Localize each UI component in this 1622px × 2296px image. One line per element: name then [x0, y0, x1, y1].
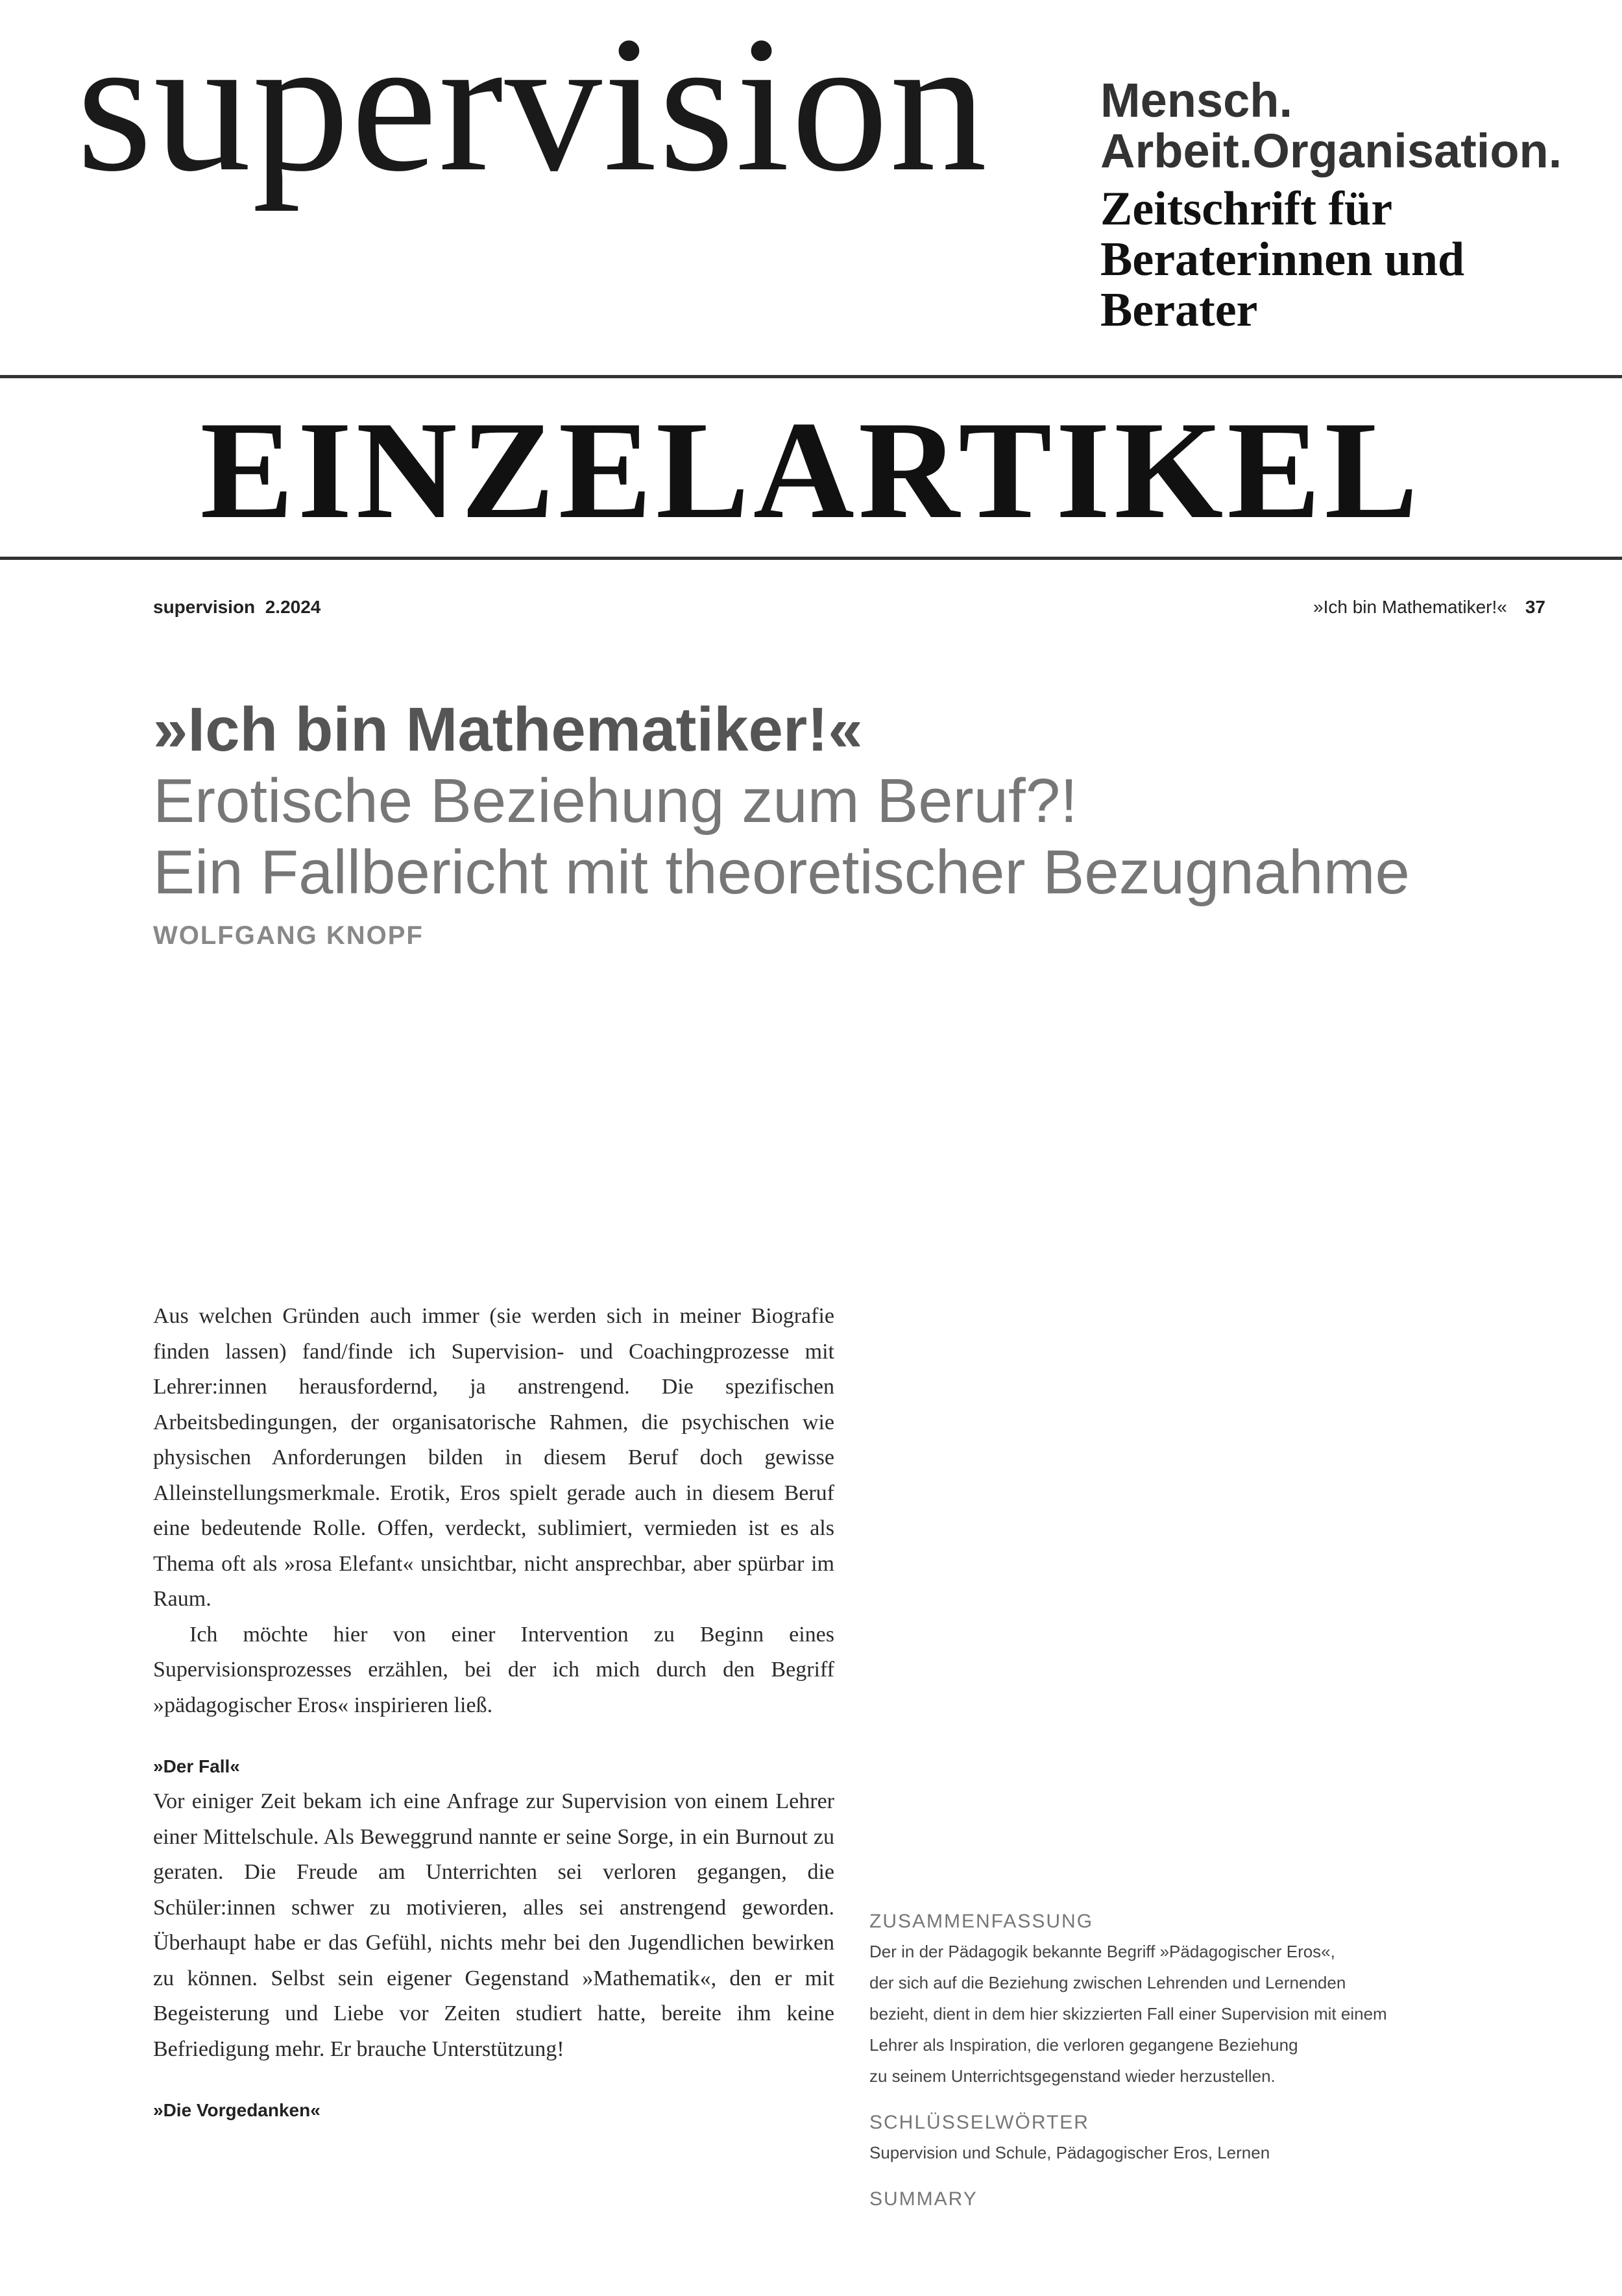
section-heading-fall: »Der Fall«: [153, 1756, 240, 1776]
summary-en-label: SUMMARY: [869, 2188, 978, 2210]
keywords: Supervision und Schule, Pädagogischer Eros, Lernen: [869, 2143, 1270, 2162]
body-paragraph-2: Ich möchte hier von einer Intervention zu Beginn eines Supervisionsprozesses erzählen, bei der ich mich durch den Begriff »pädagogischer Eros« inspirieren ließ.: [153, 1622, 834, 1717]
body-paragraph-3: Vor einiger Zeit bekam ich eine Anfrage zur Supervision von einem Lehrer einer Mittelschule. Als Beweggrund nannte er seine Sorge, in ein Burnout zu geraten. Die Freude am Unterrichten sei verloren gegangen, die Schüler:innen schwer zu motivieren, alles sei anstrengend geworden. Überhaupt habe er das Gefühl, nichts mehr bei den Jugendlichen bewirken zu können. Selbst sein eigener Gegenstand »Mathematik«, den er mit Begeisterung und Liebe vor Zeiten studiert hatte, bereite ihm keine Befriedigung mehr. Er brauche Unterstützung!: [153, 1789, 834, 2061]
article-subtitle-1: Erotische Beziehung zum Beruf?!: [153, 766, 1078, 836]
summary-line: Der in der Pädagogik bekannte Begriff »Pädagogischer Eros«,: [869, 1942, 1335, 1961]
masthead-title: supervision: [77, 0, 989, 211]
masthead-subtitle-3: Berater: [1100, 284, 1258, 337]
masthead-tagline-2: Arbeit.Organisation.: [1100, 124, 1562, 178]
article-subtitle-2: Ein Fallbericht mit theoretischer Bezugnahme: [153, 838, 1410, 907]
divider-top: [0, 375, 1622, 378]
page-number: 37: [1525, 597, 1545, 617]
running-header-title: »Ich bin Mathematiker!«: [1313, 597, 1507, 617]
article-title: »Ich bin Mathematiker!«: [153, 695, 863, 764]
masthead-subtitle-1: Zeitschrift für: [1100, 182, 1393, 236]
article-body: [153, 1299, 834, 2128]
masthead-tagline-1: Mensch.: [1100, 73, 1293, 127]
banner-heading: EINZELARTIKEL: [200, 393, 1422, 548]
body-paragraph-1: Aus welchen Gründen auch immer (sie werden sich in meiner Biografie finden lassen) fand/finde ich Supervision- und Coachingprozesse mit Lehrer:innen herausfordernd, ja anstrengend. Die spezifischen Arbeitsbedingungen, der organisatorische Rahmen, die psychischen wie physischen Anforderungen bilden in diesem Beruf doch gewisse Alleinstellungsmerkmale. Erotik, Eros spielt gerade auch in diesem Beruf eine bedeutende Rolle. Offen, verdeckt, sublimiert, vermieden ist es als Thema oft als »rosa Elefant« unsichtbar, nicht ansprechbar, aber spürbar im Raum.: [153, 1304, 834, 1611]
article-author: WOLFGANG KNOPF: [153, 921, 424, 950]
summary-line: der sich auf die Beziehung zwischen Lehrenden und Lernenden: [869, 1973, 1346, 1992]
keywords-label: SCHLÜSSELWÖRTER: [869, 2112, 1089, 2133]
masthead-subtitle-2: Beraterinnen und: [1100, 233, 1465, 286]
running-header-right: [1313, 597, 1545, 618]
summary-line: bezieht, dient in dem hier skizzierten Fall einer Supervision mit einem: [869, 2004, 1387, 2024]
summary-line: Lehrer als Inspiration, die verloren gegangene Beziehung: [869, 2035, 1298, 2055]
section-heading-vorgedanken: »Die Vorgedanken«: [153, 2100, 321, 2120]
article-sidebar: [869, 1907, 1557, 2214]
divider-bottom: [0, 557, 1622, 560]
summary-label: ZUSAMMENFASSUNG: [869, 1911, 1094, 1932]
running-header-left: supervision 2.2024: [153, 597, 321, 617]
summary-line: zu seinem Unterrichtsgegenstand wieder herzustellen.: [869, 2066, 1276, 2086]
